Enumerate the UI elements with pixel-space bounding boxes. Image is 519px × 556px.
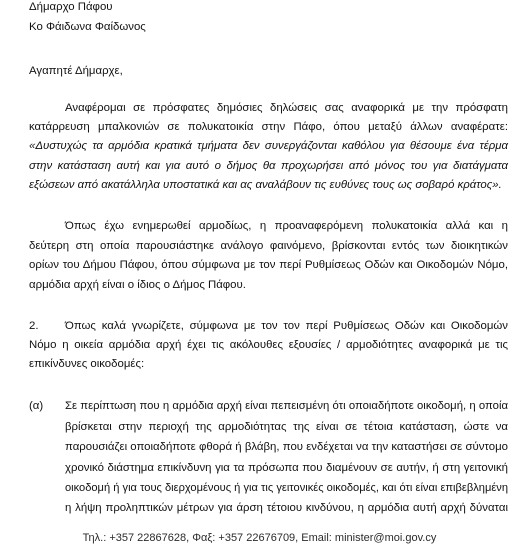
salutation: Αγαπητέ Δήμαρχε, xyxy=(29,65,123,77)
paragraph-1-quote-line-3: εξώσεων από ακατάλληλα υποστατικά και ας αναλάβουν τις ευθύνες τους ως σοβαρό κράτος». xyxy=(29,179,502,191)
paragraph-1-quote-line-1: «Δυστυχώς τα αρμόδια κρατικά τμήματα δεν συνεργάζονται καθόλου για θέσουμε ένα τέρμα xyxy=(29,140,508,152)
paragraph-2-line-3: ορίων του Δήμου Πάφου, όπου σύμφωνα με τον περί Ρυθμίσεως Οδών και Οικοδομών Νόμο, xyxy=(29,259,508,271)
paragraph-2-line-1: Όπως έχω ενημερωθεί αρμοδίως, η προαναφερόμενη πολυκατοικία αλλά και η xyxy=(65,220,508,232)
recipient-title: Δήμαρχο Πάφου xyxy=(29,1,113,13)
item-a-line-3: παρουσιάζει οποιαδήποτε φθορά ή βλάβη, που ενδέχεται να την καταστήσει σε σύντομο xyxy=(65,441,508,453)
item-a-label: (α) xyxy=(29,400,44,412)
recipient-name: Κο Φάιδωνα Φαίδωνος xyxy=(29,21,146,33)
paragraph-2-line-4: αρμόδια αρχή είναι ο ίδιος ο Δήμος Πάφου. xyxy=(29,279,246,291)
paragraph-3-number: 2. xyxy=(29,320,39,332)
item-a-line-4: χρονικό διάστημα επικίνδυνη για τα πρόσωπα που διαμένουν σε αυτήν, ή στη γειτονική xyxy=(65,462,508,474)
item-a-line-5: οικοδομή ή για τους διερχομένους ή για τις γειτονικές οικοδομές, και ότι είναι επιβεβλημένη xyxy=(65,482,508,494)
item-a-line-1: Σε περίπτωση που η αρμόδια αρχή είναι πεπεισμένη ότι οποιαδήποτε οικοδομή, η οποία xyxy=(65,400,508,412)
page-footer-contact: Τηλ.: +357 22867628, Φαξ: +357 22676709, Email: minister@moi.gov.cy xyxy=(82,532,437,544)
paragraph-2-line-2: δεύτερη στη οποία παρουσιάστηκε ανάλογο φαινόμενο, βρίσκονται εντός των διοικητικών xyxy=(29,240,508,252)
paragraph-3-line-3: επικίνδυνες οικοδομές: xyxy=(29,358,145,370)
paragraph-1-line-1: Αναφέρομαι σε πρόσφατες δημόσιες δηλώσεις σας αναφορικά με την πρόσφατη xyxy=(65,102,508,114)
paragraph-3-line-1: Όπως καλά γνωρίζετε, σύμφωνα με τον τον περί Ρυθμίσεως Οδών και Οικοδομών xyxy=(65,320,508,332)
item-a-line-2: βρίσκεται στην περιοχή της αρμοδιότητας της είναι σε τέτοια κατάσταση, ώστε να xyxy=(65,421,508,433)
paragraph-1-line-2: κατάρρευση μπαλκονιών σε πολυκατοικία στην Πάφο, όπου μεταξύ άλλων αναφέρατε: xyxy=(29,121,508,133)
paragraph-3-line-2: Νόμο η οικεία αρμόδια αρχή έχει τις ακόλουθες εξουσίες / αρμοδιότητες αναφορικά με τις xyxy=(29,339,508,351)
item-a-line-6: η λήψη προληπτικών μέτρων για άρση τέτοιου κινδύνου, η αρμόδια αυτή αρχή δύναται xyxy=(65,502,508,514)
paragraph-1-quote-line-2: στην κατάσταση αυτή και για αυτό ο δήμος θα προχωρήσει από μόνος του για διατάγματα xyxy=(29,160,508,172)
